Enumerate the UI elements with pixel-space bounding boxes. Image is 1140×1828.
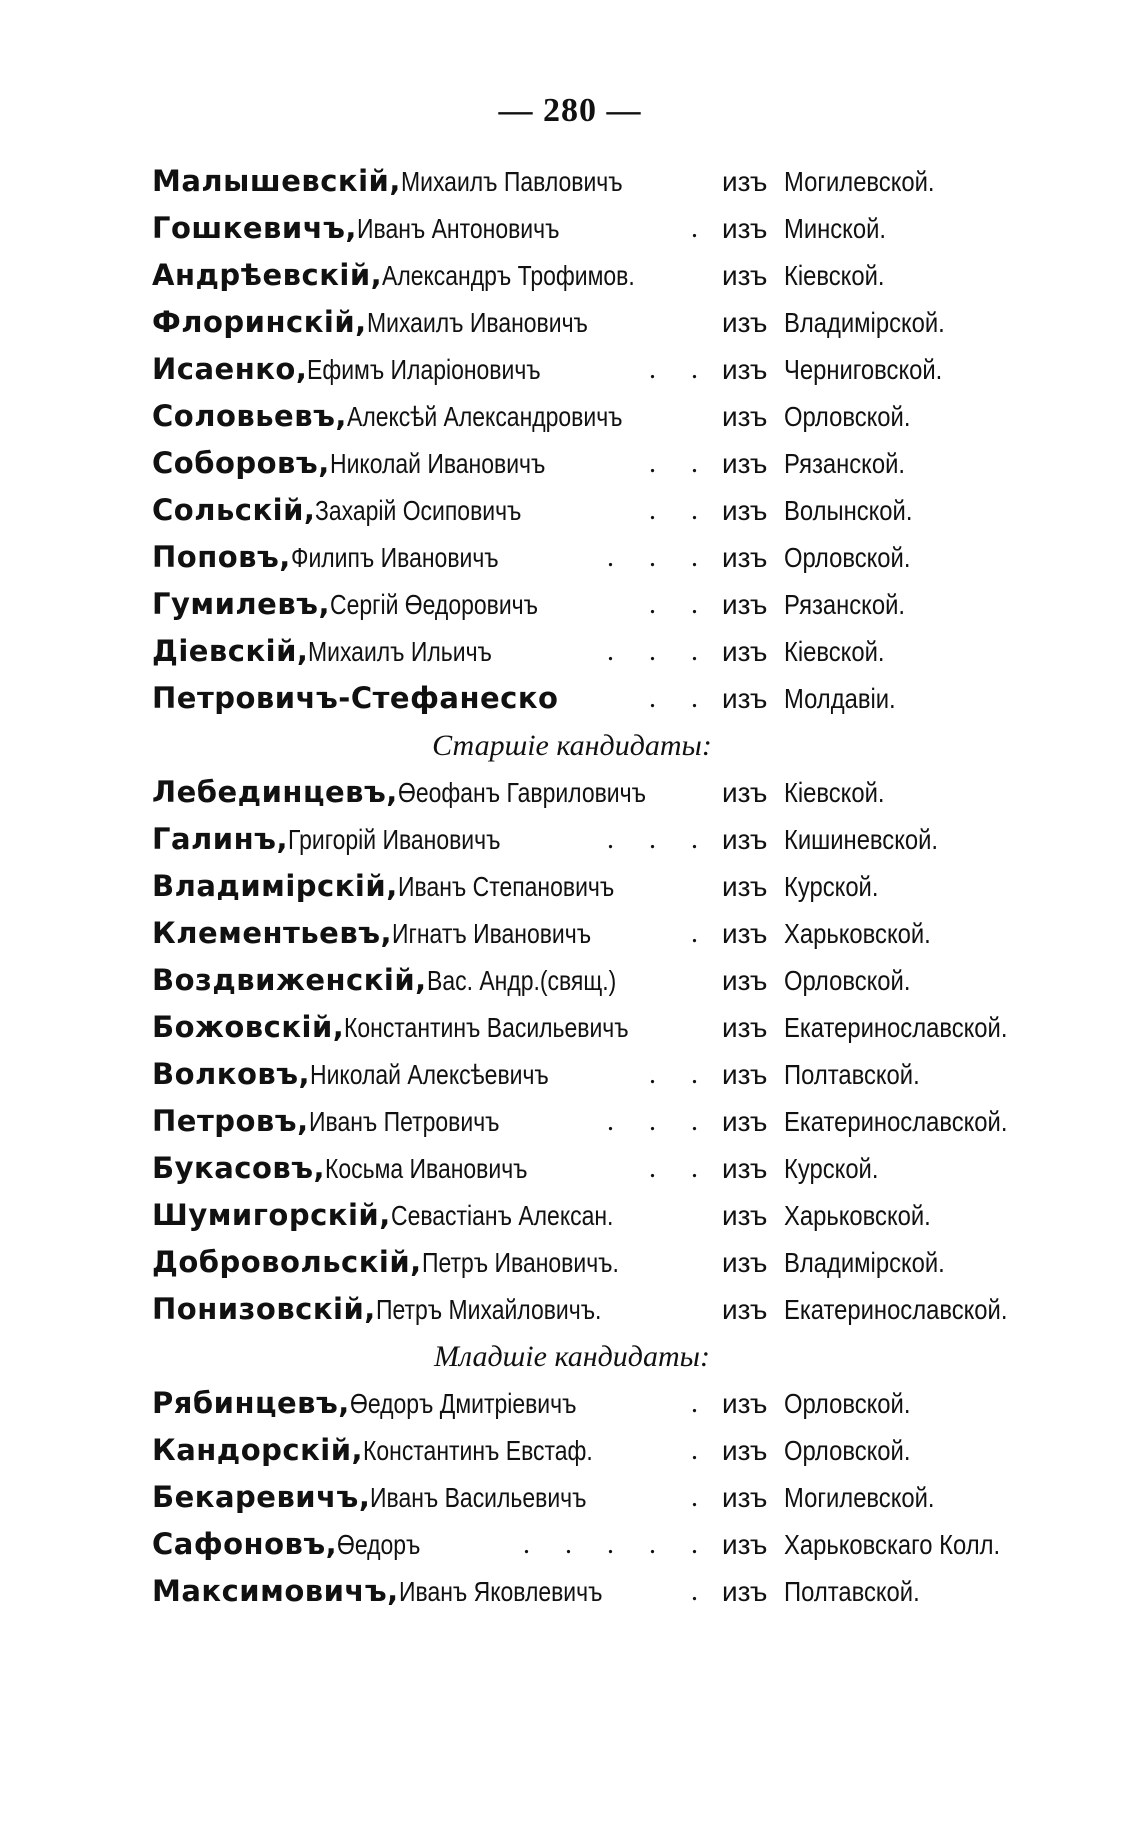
list-entry — [152, 1004, 1052, 1051]
entry-given-name: Михаилъ Павловичъ — [400, 166, 623, 197]
entry-place: Орловской. — [784, 1388, 911, 1419]
entry-leader-dots: . . . — [607, 824, 712, 855]
entry-origin — [722, 1474, 961, 1521]
group-graduates — [152, 158, 1052, 722]
entry-origin — [722, 158, 961, 205]
entry-origin — [722, 346, 970, 393]
list-entry — [152, 252, 1052, 299]
entry-leader-dots: . . . — [607, 542, 712, 573]
entry-name — [152, 487, 567, 534]
entry-from-word: изъ — [722, 777, 768, 808]
entry-given-name: Алексѣй Александровичъ — [346, 401, 623, 432]
entry-origin — [722, 252, 902, 299]
entry-name — [152, 299, 636, 346]
entry-given-name: Михаилъ Ивановичъ — [366, 307, 588, 338]
entry-from-word: изъ — [722, 1012, 768, 1043]
entry-surname: Малышевскій, — [152, 164, 401, 198]
entry-name — [152, 1380, 626, 1427]
page-number: — 280 — — [498, 92, 642, 129]
entry-origin — [722, 1427, 933, 1474]
entry-name — [152, 675, 558, 722]
entry-surname: Сафоновъ, — [152, 1527, 338, 1561]
entry-given-name: Өедоръ — [337, 1529, 421, 1560]
entry-surname: Соловьевъ, — [152, 399, 347, 433]
entry-from-word: изъ — [722, 1059, 768, 1090]
list-entry — [152, 346, 1052, 393]
list-entry — [152, 1521, 1052, 1568]
entry-surname: Понизовскій, — [152, 1292, 376, 1326]
entry-from-word: изъ — [722, 1200, 768, 1231]
entry-from-word: изъ — [722, 495, 768, 526]
entry-leader-dots: . . — [649, 1059, 712, 1090]
entry-origin — [722, 205, 904, 252]
group-junior-candidates — [152, 1380, 1052, 1615]
list-entry — [152, 957, 1052, 1004]
entry-from-word: изъ — [722, 824, 768, 855]
entry-place: Кіевской. — [784, 636, 885, 667]
entry-surname: Галинъ, — [152, 822, 288, 856]
entry-from-word: изъ — [722, 589, 768, 620]
entry-origin — [722, 393, 933, 440]
entry-leader-dots: . . — [649, 589, 712, 620]
entry-surname: Гумилевъ, — [152, 587, 330, 621]
entry-surname: Бекаревичъ, — [152, 1480, 371, 1514]
entry-surname: Максимовичъ, — [152, 1574, 399, 1608]
heading-junior-candidates: Младшіе кандидаты: — [434, 1340, 710, 1373]
entry-given-name: Константинъ Евстаф. — [363, 1435, 593, 1466]
entry-place: Кишиневской. — [784, 824, 939, 855]
entry-from-word: изъ — [722, 1388, 768, 1419]
entry-given-name: Ефимъ Иларіоновичъ — [307, 354, 541, 385]
list-entry — [152, 1192, 1052, 1239]
list-entry — [152, 1568, 1052, 1615]
entry-origin — [722, 957, 933, 1004]
entry-place: Орловской. — [784, 542, 911, 573]
entry-surname: Сольскій, — [152, 493, 316, 527]
entry-name — [152, 1474, 634, 1521]
entry-place: Рязанской. — [784, 589, 905, 620]
entry-origin — [722, 1286, 1047, 1333]
list-entry — [152, 816, 1052, 863]
entry-origin — [722, 1004, 1047, 1051]
entry-place: Полтавской. — [784, 1059, 920, 1090]
entry-surname: Петровъ, — [152, 1104, 309, 1138]
entry-surname: Соборовъ, — [152, 446, 330, 480]
entry-origin — [722, 1192, 957, 1239]
entry-origin — [722, 910, 957, 957]
entry-from-word: изъ — [722, 1106, 768, 1137]
entry-surname: Поповъ, — [152, 540, 291, 574]
entry-place: Екатеринославской. — [784, 1294, 1008, 1325]
list-entry — [152, 487, 1052, 534]
entry-from-word: изъ — [722, 1482, 768, 1513]
entry-origin — [722, 863, 895, 910]
entry-given-name: Филипъ Ивановичъ — [290, 542, 499, 573]
entry-name — [152, 1568, 647, 1615]
entry-given-name: Иванъ Васильевичъ — [370, 1482, 587, 1513]
entry-name — [152, 910, 635, 957]
entry-leader-dots: . . — [649, 495, 712, 526]
entry-origin — [722, 675, 915, 722]
entry-origin — [722, 816, 965, 863]
entry-given-name: Иванъ Антоновичъ — [356, 213, 560, 244]
entry-from-word: изъ — [722, 1435, 768, 1466]
entry-given-name: Григорій Ивановичъ — [287, 824, 501, 855]
entry-name — [152, 534, 544, 581]
entry-given-name: Косьма Ивановичъ — [325, 1153, 528, 1184]
entry-name — [152, 769, 700, 816]
entry-origin — [722, 1145, 895, 1192]
entry-name — [152, 393, 683, 440]
entry-from-word: изъ — [722, 213, 768, 244]
entry-origin — [722, 1568, 944, 1615]
entry-surname: Андрѣевскій, — [152, 258, 383, 292]
entry-from-word: изъ — [722, 401, 768, 432]
entry-name — [152, 816, 547, 863]
entry-name — [152, 1051, 601, 1098]
entry-from-word: изъ — [722, 1576, 768, 1607]
entry-origin — [722, 299, 973, 346]
entry-surname: Добровольскій, — [152, 1245, 422, 1279]
list-entry — [152, 675, 1052, 722]
entry-given-name: Игнатъ Ивановичъ — [392, 918, 592, 949]
entry-given-name: Сергій Өедоровичъ — [329, 589, 538, 620]
entry-place: Курской. — [784, 871, 879, 902]
entry-place: Екатеринославской. — [784, 1012, 1008, 1043]
entry-place: Полтавской. — [784, 1576, 920, 1607]
entry-place: Волынской. — [784, 495, 913, 526]
entry-leader-dots: . . — [649, 1153, 712, 1184]
entry-from-word: изъ — [722, 636, 768, 667]
entry-given-name: Константинъ Васильевичъ — [344, 1012, 629, 1043]
entry-from-word: изъ — [722, 871, 768, 902]
entry-place: Харьковской. — [784, 918, 931, 949]
entry-origin — [722, 1098, 1047, 1145]
entry-name — [152, 581, 584, 628]
list-entry — [152, 440, 1052, 487]
entry-given-name: Севастіанъ Алексан. — [390, 1200, 614, 1231]
entry-from-word: изъ — [722, 1153, 768, 1184]
entry-origin — [722, 1521, 1038, 1568]
entry-place: Кіевской. — [784, 777, 885, 808]
entry-given-name: Өеофанъ Гавриловичъ — [397, 777, 646, 808]
list-entry — [152, 1286, 1052, 1333]
entry-place: Орловской. — [784, 965, 911, 996]
entry-surname: Петровичъ-Стефанеско — [152, 681, 559, 715]
entry-origin — [722, 769, 902, 816]
entry-name — [152, 440, 592, 487]
entry-leader-dots: . . — [649, 683, 712, 714]
entry-surname: Шумигорскій, — [152, 1198, 391, 1232]
entry-from-word: изъ — [722, 1294, 768, 1325]
entry-name — [152, 205, 604, 252]
list-entry — [152, 1098, 1052, 1145]
list-entry — [152, 581, 1052, 628]
entry-leader-dots: . . — [649, 448, 712, 479]
entry-leader-dots: . — [691, 1576, 712, 1607]
entry-name — [152, 1427, 643, 1474]
entry-leader-dots: . — [691, 213, 712, 244]
entry-from-word: изъ — [722, 542, 768, 573]
entry-surname: Воздвиженскій, — [152, 963, 427, 997]
entry-from-word: изъ — [722, 166, 768, 197]
entry-place: Владимірской. — [784, 1247, 945, 1278]
entry-place: Владимірской. — [784, 307, 945, 338]
entry-from-word: изъ — [722, 1247, 768, 1278]
entry-surname: Исаенко, — [152, 352, 308, 386]
entry-from-word: изъ — [722, 448, 768, 479]
entry-surname: Клементьевъ, — [152, 916, 392, 950]
entry-given-name: Иванъ Петровичъ — [308, 1106, 500, 1137]
entry-from-word: изъ — [722, 918, 768, 949]
entry-given-name: Петръ Ивановичъ. — [421, 1247, 619, 1278]
entry-name — [152, 252, 690, 299]
entry-surname: Діевскій, — [152, 634, 309, 668]
list-entry — [152, 769, 1052, 816]
entry-leader-dots: . — [691, 1435, 712, 1466]
entry-place: Минской. — [784, 213, 886, 244]
entry-surname: Лебединцевъ, — [152, 775, 398, 809]
entry-leader-dots: . . . — [607, 1106, 712, 1137]
entry-given-name: Вас. Андр.(свящ.) — [426, 965, 616, 996]
entry-leader-dots: . . . — [607, 636, 712, 667]
entry-surname: Волковъ, — [152, 1057, 311, 1091]
entry-origin — [722, 628, 902, 675]
list-entry — [152, 299, 1052, 346]
entry-from-word: изъ — [722, 1529, 768, 1560]
entry-given-name: Михаилъ Ильичъ — [308, 636, 493, 667]
entry-origin — [722, 581, 926, 628]
entry-surname: Кандорскій, — [152, 1433, 364, 1467]
entry-given-name: Александръ Трофимов. — [382, 260, 635, 291]
entry-from-word: изъ — [722, 307, 768, 338]
entry-origin — [722, 1239, 973, 1286]
entry-place: Курской. — [784, 1153, 879, 1184]
entry-name — [152, 628, 533, 675]
entry-leader-dots: . — [691, 1482, 712, 1513]
entry-origin — [722, 1051, 944, 1098]
list-entry — [152, 534, 1052, 581]
entry-origin — [722, 1380, 933, 1427]
group-senior-candidates — [152, 769, 1052, 1333]
entry-from-word: изъ — [722, 683, 768, 714]
entry-name — [152, 346, 592, 393]
entry-leader-dots: . — [691, 918, 712, 949]
list-entry — [152, 393, 1052, 440]
entry-place: Кіевской. — [784, 260, 885, 291]
entry-origin — [722, 487, 935, 534]
entry-surname: Букасовъ, — [152, 1151, 326, 1185]
entry-leader-dots: . — [691, 1388, 712, 1419]
entry-surname: Флоринскій, — [152, 305, 367, 339]
entry-origin — [722, 440, 926, 487]
entry-from-word: изъ — [722, 965, 768, 996]
entry-name — [152, 1098, 541, 1145]
entry-surname: Гошкевичъ, — [152, 211, 357, 245]
entry-name — [152, 1192, 662, 1239]
entry-name — [152, 1004, 691, 1051]
entry-name — [152, 1286, 651, 1333]
graduate-list — [152, 158, 1052, 1615]
entry-from-word: изъ — [722, 354, 768, 385]
entry-given-name: Николай Алексѣевичъ — [310, 1059, 549, 1090]
list-entry — [152, 910, 1052, 957]
entry-place: Екатеринославской. — [784, 1106, 1008, 1137]
entry-surname: Владимірскій, — [152, 869, 398, 903]
entry-name — [152, 1521, 439, 1568]
entry-surname: Божовскій, — [152, 1010, 345, 1044]
entry-place: Орловской. — [784, 1435, 911, 1466]
entry-name — [152, 957, 658, 1004]
entry-from-word: изъ — [722, 260, 768, 291]
entry-place: Могилевской. — [784, 166, 935, 197]
list-entry — [152, 1051, 1052, 1098]
entry-place: Харьковской. — [784, 1200, 931, 1231]
entry-place: Орловской. — [784, 401, 911, 432]
entry-place: Черниговской. — [784, 354, 943, 385]
entry-given-name: Захарій Осиповичъ — [315, 495, 522, 526]
entry-name — [152, 863, 661, 910]
entry-leader-dots: . . . . . — [523, 1529, 712, 1560]
list-entry — [152, 158, 1052, 205]
entry-place: Харьковскаго Колл. — [784, 1529, 1001, 1560]
entry-name — [152, 158, 671, 205]
list-entry — [152, 205, 1052, 252]
entry-place: Рязанской. — [784, 448, 905, 479]
list-entry — [152, 1380, 1052, 1427]
list-entry — [152, 1239, 1052, 1286]
heading-senior-candidates: Старшіе кандидаты: — [432, 729, 712, 762]
entry-leader-dots: . . — [649, 354, 712, 385]
entry-name — [152, 1145, 572, 1192]
list-entry — [152, 628, 1052, 675]
entry-place: Молдавіи. — [784, 683, 896, 714]
list-entry — [152, 863, 1052, 910]
list-entry — [152, 1427, 1052, 1474]
entry-place: Могилевской. — [784, 1482, 935, 1513]
entry-name — [152, 1239, 662, 1286]
entry-surname: Рябинцевъ, — [152, 1386, 350, 1420]
entry-origin — [722, 534, 933, 581]
list-entry — [152, 1474, 1052, 1521]
entry-given-name: Иванъ Степановичъ — [397, 871, 614, 902]
list-entry — [152, 1145, 1052, 1192]
entry-given-name: Николай Ивановичъ — [329, 448, 546, 479]
entry-given-name: Өедоръ Дмитріевичъ — [349, 1388, 577, 1419]
entry-given-name: Петръ Михайловичъ. — [375, 1294, 602, 1325]
entry-given-name: Иванъ Яковлевичъ — [398, 1576, 603, 1607]
